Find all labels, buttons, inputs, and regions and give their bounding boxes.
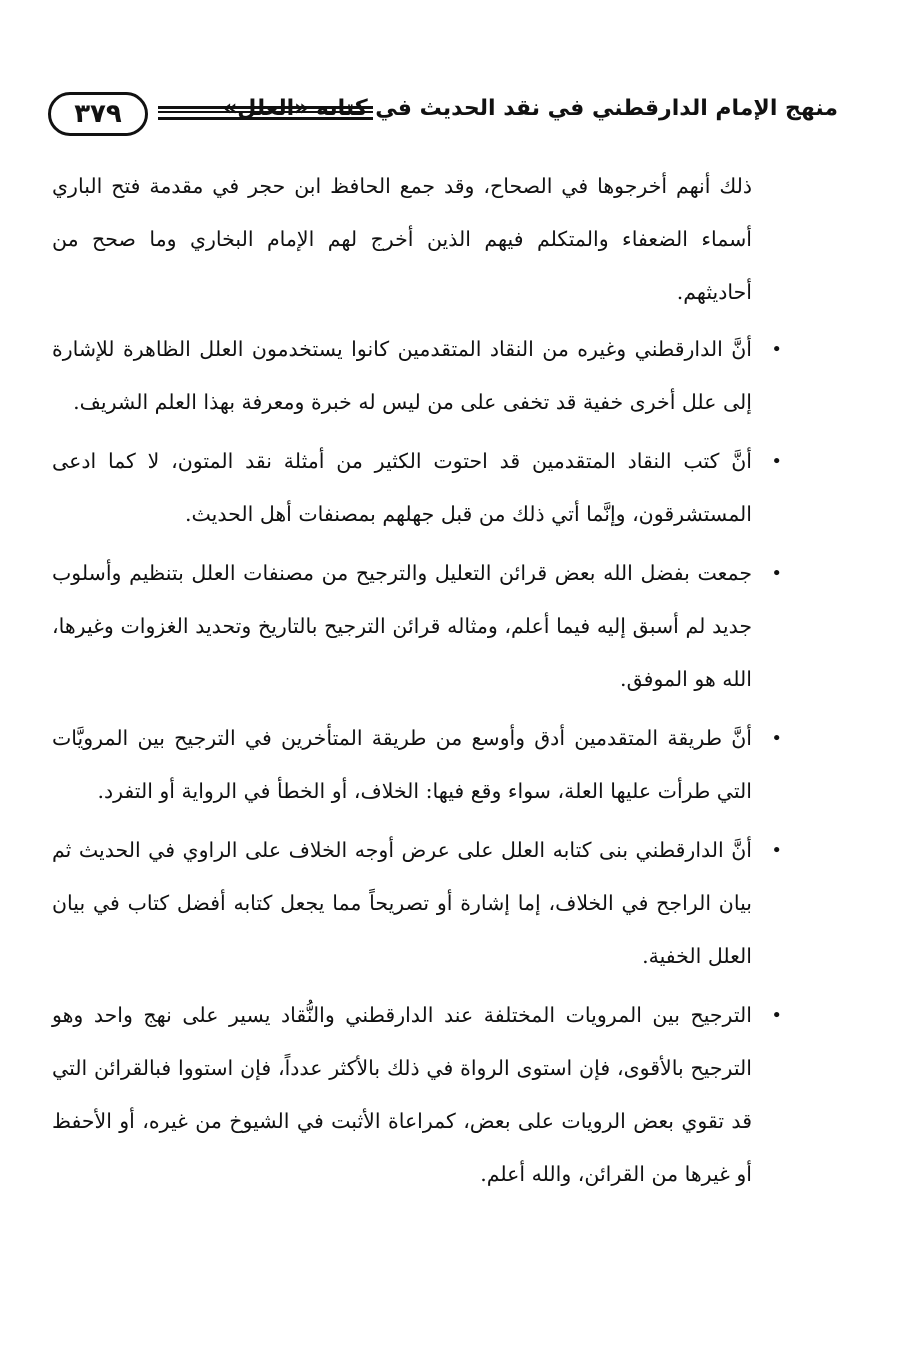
intro-paragraph: ذلك أنهم أخرجوها في الصحاح، وقد جمع الحافظ ابن حجر في مقدمة فتح الباري أسماء الضعفاء والمتكلم فيهم الذين أخرج لهم الإمام البخاري وما صحح من أحاديثهم. (52, 174, 752, 304)
list-item (52, 435, 782, 541)
bullet-icon: • (771, 840, 782, 861)
running-title: منهج الإمام الدارقطني في نقد الحديث في كتابه «العلل» (223, 96, 838, 121)
findings-list (52, 323, 782, 1201)
list-item (52, 323, 782, 429)
bullet-icon: • (771, 451, 782, 472)
list-item-text: أنَّ الدارقطني بنى كتابه العلل على عرض أوجه الخلاف على الراوي في الحديث ثم بيان الراجح في الخلاف، إما إشارة أو تصريحاً مما يجعل كتابه أفضل كتاب في بيان العلل الخفية. (52, 838, 752, 968)
list-item-text: الترجيح بين المرويات المختلفة عند الدارقطني والنُّقاد يسير على نهج واحد وهو الترجيح بالأقوى، فإن استوى الرواة في ذلك بالأكثر عدداً، فإن استووا فبالقرائن التي قد تقوي بعض الرويات على بعض، كمراعاة الأثبت في الشيوخ من غيره، أو الأحفظ أو غيرها من القرائن، والله أعلم. (52, 1003, 752, 1186)
list-item-text: أنَّ كتب النقاد المتقدمين قد احتوت الكثير من أمثلة نقد المتون، لا كما ادعى المستشرقون، وإنَّما أتي ذلك من قبل جهلهم بمصنفات أهل الحديث. (52, 449, 752, 526)
list-item (52, 712, 782, 818)
bullet-icon: • (771, 563, 782, 584)
list-item (52, 547, 782, 706)
list-item-text: أنَّ طريقة المتقدمين أدق وأوسع من طريقة المتأخرين في الترجيح بين المرويَّات التي طرأت عليها العلة، سواء وقع فيها: الخلاف، أو الخطأ في الرواية أو التفرد. (52, 726, 752, 803)
list-item-text: جمعت بفضل الله بعض قرائن التعليل والترجيح من مصنفات العلل بتنظيم وأسلوب جديد لم أسبق إليه فيما أعلم، ومثاله قرائن الترجيح بالتاريخ وتحديد الغزوات وغيرها، الله هو الموفق. (52, 561, 752, 691)
page-header (48, 90, 838, 150)
list-item (52, 989, 782, 1201)
list-item-text: أنَّ الدارقطني وغيره من النقاد المتقدمين كانوا يستخدمون العلل الظاهرة للإشارة إلى علل أخرى خفية قد تخفى على من ليس له خبرة ومعرفة بهذا العلم الشريف. (52, 337, 752, 414)
page-number: ٣٧٩ (48, 92, 148, 136)
bullet-icon: • (771, 728, 782, 749)
list-item (52, 824, 782, 983)
bullet-icon: • (771, 339, 782, 360)
page-body (52, 160, 782, 1207)
bullet-icon: • (771, 1005, 782, 1026)
